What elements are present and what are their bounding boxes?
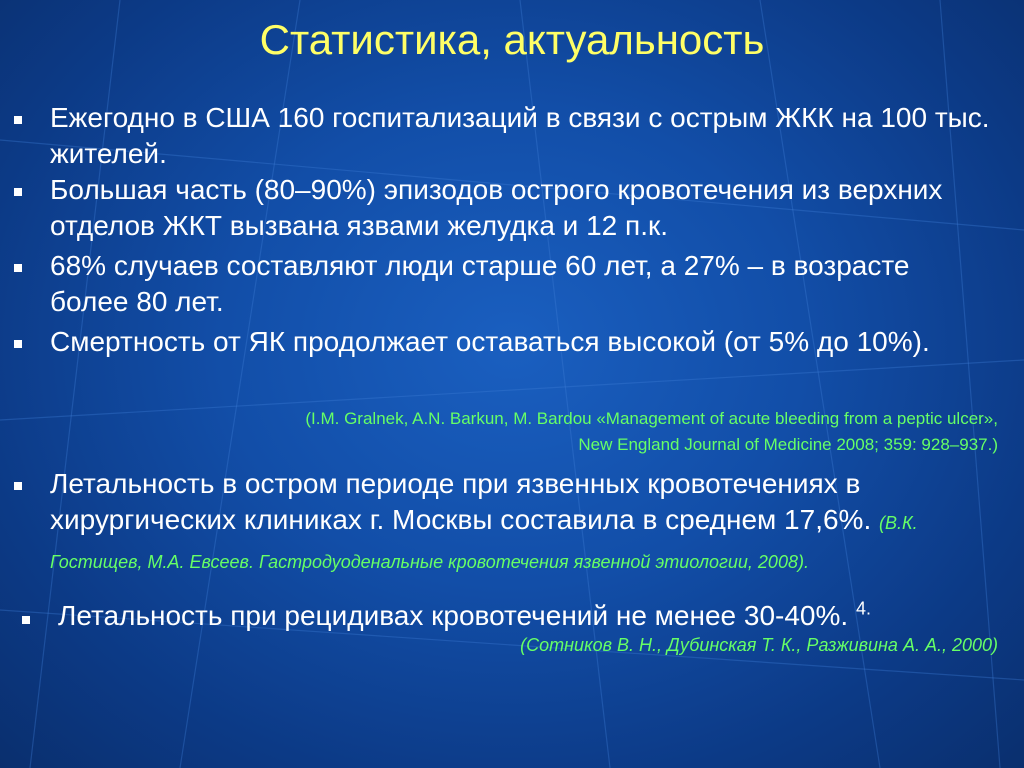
bullet-citation-relapse: (Сотников В. Н., Дубинская Т. К., Разживина А. А., 2000) (520, 635, 998, 655)
bullet-item-relapse-lethality (58, 598, 1008, 634)
bullet-text: Ежегодно в США 160 госпитализаций в связи с острым ЖКК на 100 тыс. жителей. (50, 102, 990, 169)
footnote-marker: 4. (855, 598, 871, 619)
bullet-item-ulcer-share (50, 172, 1000, 244)
bullet-marker (14, 116, 22, 124)
bullet-text: 68% случаев составляют люди старше 60 лет, а 27% – в возрасте более 80 лет. (50, 250, 910, 317)
bullet-marker (22, 616, 30, 624)
reference-citation (305, 406, 998, 458)
bullet-item-mortality (50, 324, 980, 360)
bullet-text: Большая часть (80–90%) эпизодов острого кровотечения из верхних отделов ЖКТ вызвана язвами желудка и 12 п.к. (50, 174, 943, 241)
bullet-text: Летальность при рецидивах кровотечений не менее 30-40%. (58, 600, 849, 631)
slide-title: Статистика, актуальность (259, 16, 765, 63)
bullet-marker (14, 482, 22, 490)
bullet-item-age-groups (50, 248, 950, 320)
reference-line-1: (I.M. Gralnek, A.N. Barkun, M. Bardou «Management of acute bleeding from a peptic ulcer», (305, 409, 998, 428)
bullet-marker (14, 264, 22, 272)
bullet-item-lethality-moscow (50, 466, 1000, 580)
bullet-citation: (В.К. Гостищев, М.А. Евсеев. Гастродуоденальные кровотечения язвенной этиологии, 2008). (50, 513, 918, 572)
bullet-text: Летальность в остром периоде при язвенных кровотечениях в хирургических клиниках г. Москвы составила в среднем 17,6%. (50, 468, 872, 535)
bullet-text: Смертность от ЯК продолжает оставаться высокой (от 5% до 10%). (50, 326, 930, 357)
bullet-marker (14, 188, 22, 196)
bullet-marker (14, 340, 22, 348)
bullet-item-hospitalizations (50, 100, 1000, 172)
reference-line-2: New England Journal of Medicine 2008; 359: 928–937.) (578, 435, 998, 454)
